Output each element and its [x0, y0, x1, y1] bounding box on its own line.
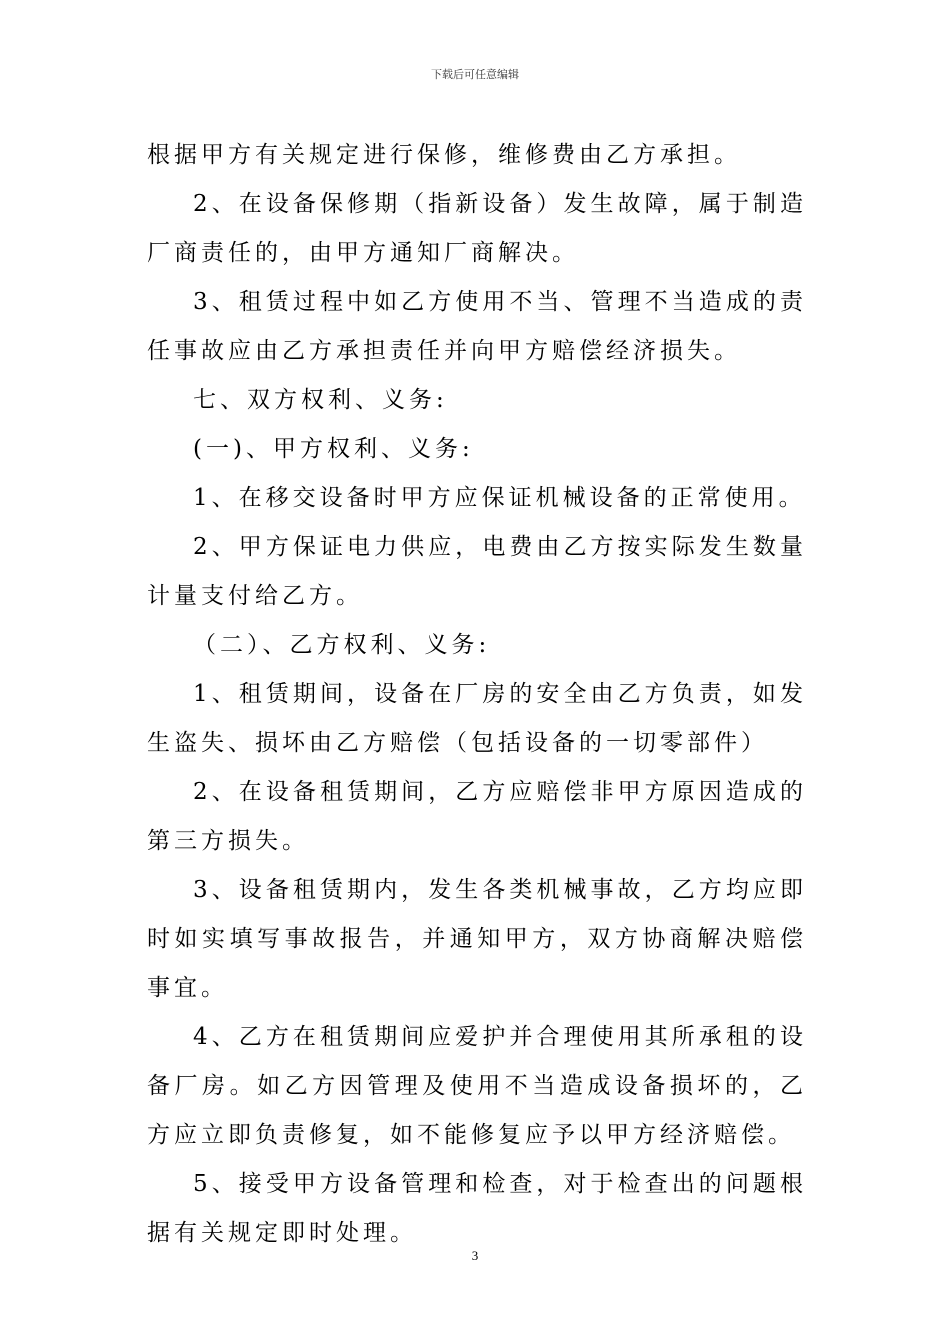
paragraph-item-3-liability: 3、租赁过程中如乙方使用不当、管理不当造成的责任事故应由乙方承担责任并向甲方赔偿经济损失。 [147, 289, 807, 364]
paragraph-party-b-item-4: 4、乙方在租赁期间应爱护并合理使用其所承租的设备厂房。如乙方因管理及使用不当造成设备损坏的，乙方应立即负责修复，如不能修复应予以甲方经济赔偿。 [147, 1024, 807, 1148]
paragraph-continuation: 根据甲方有关规定进行保修，维修费由乙方承担。 [147, 142, 741, 168]
page-header: 下载后可任意编辑 [431, 68, 519, 81]
subsection-heading-party-a: (一)、甲方权利、义务: [193, 436, 474, 462]
paragraph-party-a-item-2: 2、甲方保证电力供应，电费由乙方按实际发生数量计量支付给乙方。 [147, 534, 807, 609]
paragraph-party-a-item-1: 1、在移交设备时甲方应保证机械设备的正常使用。 [193, 485, 806, 511]
section-heading-rights: 七、双方权利、义务: [193, 387, 448, 413]
document-body [147, 131, 807, 1258]
paragraph-party-b-item-1: 1、租赁期间，设备在厂房的安全由乙方负责，如发生盗失、损坏由乙方赔偿（包括设备的一切零部件） [147, 681, 807, 756]
paragraph-party-b-item-3: 3、设备租赁期内，发生各类机械事故，乙方均应即时如实填写事故报告，并通知甲方，双方协商解决赔偿事宜。 [147, 877, 807, 1001]
paragraph-party-b-item-5: 5、接受甲方设备管理和检查，对于检查出的问题根据有关规定即时处理。 [147, 1171, 807, 1246]
paragraph-item-2-warranty: 2、在设备保修期（指新设备）发生故障，属于制造厂商责任的，由甲方通知厂商解决。 [147, 191, 807, 266]
subsection-heading-party-b: （二）、乙方权利、义务: [193, 632, 491, 658]
paragraph-party-b-item-2: 2、在设备租赁期间，乙方应赔偿非甲方原因造成的第三方损失。 [147, 779, 807, 854]
page-number: 3 [471, 1248, 479, 1263]
